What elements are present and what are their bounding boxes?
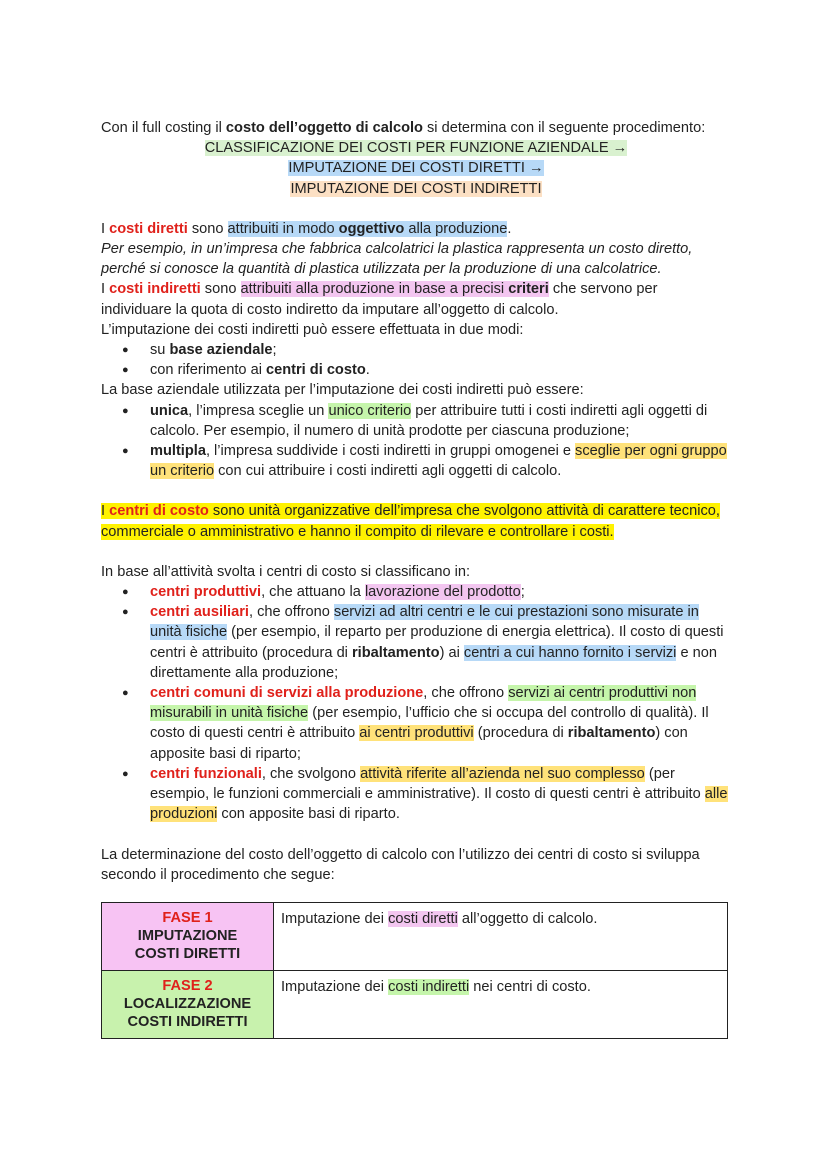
unica-highlight: unico criterio [328,402,412,419]
item-pre: con riferimento ai [150,362,266,379]
list-item [101,360,731,380]
item-pre: su [150,342,170,359]
funzionali-t3: con apposite basi di riparto. [217,806,400,823]
comuni-t4: ) con apposite basi di riparto; [150,725,688,762]
list-item [101,764,731,825]
diretti-pre: I [101,220,110,237]
indiretti-rest: che servono per individuare la quota di costo indiretto da imputare all’oggetto di calcolo. [101,281,658,318]
list-item [101,441,731,481]
fase-2-cell [102,970,274,1038]
produttivi-t2: ; [520,584,525,601]
centri-definition [101,501,731,541]
centri-pre: I [101,503,110,520]
indiretti-paragraph [101,279,731,319]
item-post: ; [272,342,277,359]
indiretti-hl1: attribuiti alla produzione in base a precisi [240,281,509,298]
diretti-end: . [507,220,512,237]
fase-2-highlight: costi indiretti [388,978,470,995]
indiretti-label: costi indiretti [109,281,201,298]
table-row [102,902,728,970]
ausiliari-t2: (per esempio, il reparto per produzione di energia elettrica). Il costo di questi centri è attribuito (procedura di [150,624,724,661]
comuni-t3: (procedura di [473,725,568,742]
funzionali-highlight-2: alle produzioni [150,786,728,823]
ausiliari-highlight-1: servizi ad altri centri e le cui prestazioni sono misurate in unità fisiche [150,604,699,641]
diretti-hl-bold: oggettivo [338,220,405,237]
diretti-label: costi diretti [109,220,188,237]
step-3 [101,179,731,199]
funzionali-label: centri funzionali [150,765,262,782]
diretti-highlight [228,221,508,237]
centri-rest: sono unità organizzative dell’impresa che svolgono attività di carattere tecnico, commerciale o amministrativo e hanno il compito di rilevare e controllare i costi. [101,503,720,540]
list-item [101,340,731,360]
fase-1-highlight: costi diretti [388,910,458,927]
classificazione-list [101,582,731,824]
fase-2-title-line2: COSTI INDIRETTI [127,1013,248,1030]
base-text: La base aziendale utilizzata per l’imputazione dei costi indiretti può essere: [101,382,584,399]
fase-2-number: FASE 2 [162,977,213,994]
ausiliari-t3: ) ai [439,644,464,661]
diretti-example-text: Per esempio, in un’impresa che fabbrica calcolatrici la plastica rappresenta un costo diretto, perché si conosce la quantità di plastica utilizzata per la produzione di una calcolatrice. [101,241,693,278]
procedimento-text: La determinazione del costo dell’oggetto di calcolo con l’utilizzo dei centri di costo si sviluppa secondo il procedimento che segue: [101,846,700,883]
fasi-table [101,902,728,1039]
fase-1-number: FASE 1 [162,909,213,926]
diretti-paragraph [101,219,731,239]
fase-2-d2: nei centri di costo. [469,978,591,995]
item-bold: base aziendale [169,342,273,359]
funzionali-highlight-1: attività riferite all’azienda nel suo complesso [360,765,645,782]
imputazione-text: L’imputazione dei costi indiretti può essere effettuata in due modi: [101,321,524,338]
produttivi-highlight: lavorazione del prodotto [364,584,521,601]
diretti-hl2: alla produzione [404,220,508,237]
funzionali-t2: (per esempio, le funzioni commerciali e amministrative). Il costo di questi centri è attribuito [150,765,705,803]
list-item [101,683,731,764]
multipla-bold: multipla [150,443,206,460]
comuni-bold: ribaltamento [567,725,656,742]
step-3-text: IMPUTAZIONE DEI COSTI INDIRETTI [290,180,542,197]
unica-t2: per attribuire tutti i costi indiretti agli oggetti di calcolo. Per esempio, il numero di unità prodotte per ciascuna produzione; [150,402,708,439]
diretti-example [101,239,731,279]
list-item [101,602,731,683]
ausiliari-t1: , che offrono [248,604,334,621]
fase-1-title-line2: COSTI DIRETTI [134,945,241,962]
indiretti-pre: I [101,281,110,298]
step-2-text: IMPUTAZIONE DEI COSTI DIRETTI → [288,160,544,177]
fase-1-d2: all’oggetto di calcolo. [457,910,598,927]
comuni-highlight-2: ai centri produttivi [359,725,474,742]
produttivi-label: centri produttivi [150,584,262,601]
diretti-mid: sono [187,220,228,237]
ausiliari-bold: ribaltamento [351,644,440,661]
produttivi-t1: , che attuano la [261,584,365,601]
step-2 [101,158,731,178]
list-item [101,401,731,441]
diretti-hl1: attribuiti in modo [227,220,339,237]
intro-text: Con il full costing il [101,120,226,136]
classificazione-text: In base all’attività svolta i centri di costo si classificano in: [101,563,471,580]
imputazione-list [101,340,731,380]
indiretti-hl-bold: criteri [508,281,549,298]
funzionali-t1: , che svolgono [261,765,361,782]
document-page [101,118,731,1039]
comuni-t2: (per esempio, l’ufficio che si occupa del controllo di qualità). Il costo di questi centri è attribuito [150,705,709,742]
centri-definition-highlight [101,503,720,539]
step-1 [101,138,731,158]
table-row [102,970,728,1038]
ausiliari-t4: e non direttamente alla produzione; [150,644,717,681]
comuni-t1: , che offrono [423,685,509,702]
multipla-t2: con cui attribuire i costi indiretti agli oggetti di calcolo. [214,463,562,480]
fase-1-d1: Imputazione dei [281,910,389,927]
step-1-text: CLASSIFICAZIONE DEI COSTI PER FUNZIONE AZIENDALE → [204,140,628,157]
indiretti-mid: sono [200,281,241,298]
item-post: . [365,362,370,379]
list-item [101,582,731,602]
fase-2-d1: Imputazione dei [281,978,389,995]
base-list [101,401,731,482]
fase-1-title-line1: IMPUTAZIONE [137,927,238,944]
intro-bold: costo dell’oggetto di calcolo [225,120,423,136]
unica-bold: unica [150,402,189,419]
centri-label: centri di costo [109,503,209,520]
indiretti-highlight [241,281,549,297]
ausiliari-label: centri ausiliari [150,604,249,621]
unica-t1: , l’impresa sceglie un [188,402,329,419]
fase-1-cell [102,902,274,970]
ausiliari-highlight-2: centri a cui hanno fornito i servizi [463,644,677,661]
comuni-highlight-1: servizi ai centri produttivi non misurabili in unità fisiche [150,685,697,722]
fase-2-title-line1: LOCALIZZAZIONE [123,995,252,1012]
intro-text-end: si determina con il seguente procedimento: [422,120,706,136]
fase-2-description [274,970,728,1038]
item-bold: centri di costo [266,362,366,379]
intro-paragraph [101,118,731,138]
fase-1-description [274,902,728,970]
multipla-t1: , l’impresa suddivide i costi indiretti in gruppi omogenei e [205,443,576,460]
multipla-highlight: sceglie per ogni gruppo un criterio [150,443,727,480]
comuni-label: centri comuni di servizi alla produzione [150,685,424,702]
